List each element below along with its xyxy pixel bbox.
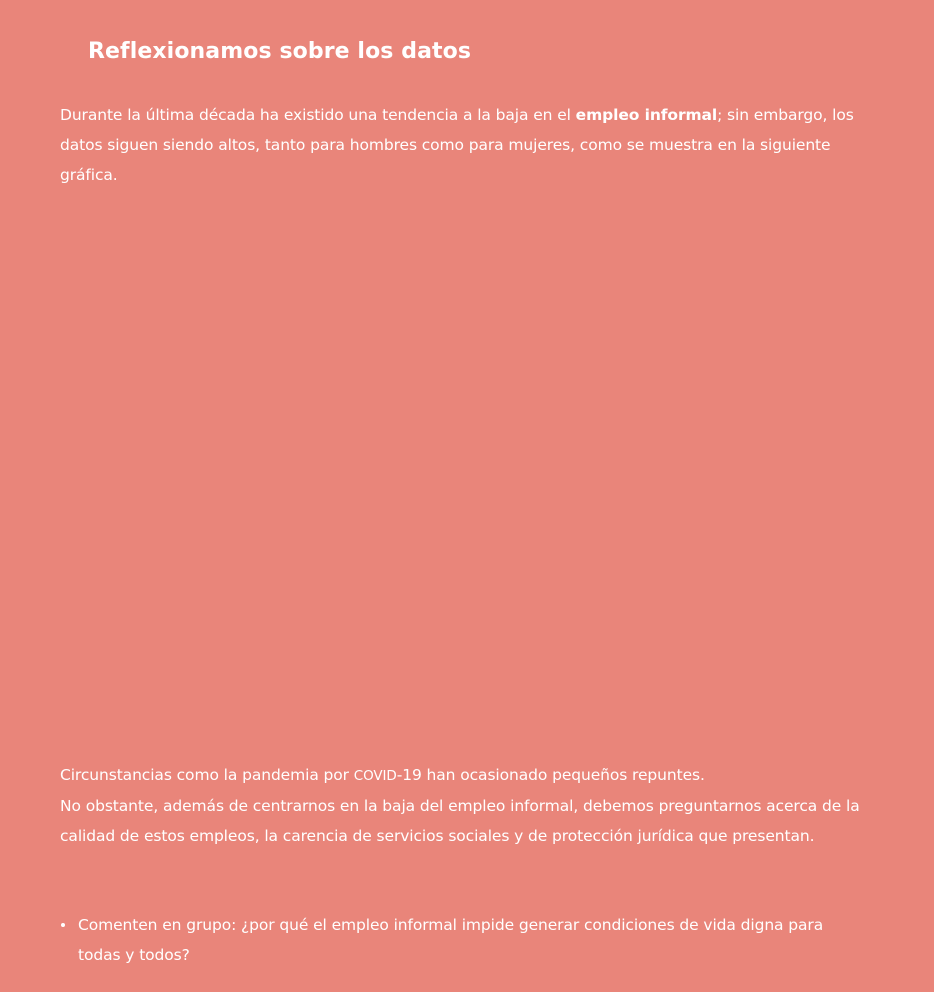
intro-bold-term: empleo informal [575, 106, 718, 124]
bullet-icon [61, 923, 65, 927]
chart-area-empty [60, 205, 874, 745]
covid-abbr: COVID [353, 768, 397, 784]
section-title: Reflexionamos sobre los datos [88, 39, 472, 64]
context-line1-end: -19 han ocasionado pequeños repuntes. [396, 766, 705, 784]
intro-text-start: Durante la última década ha existido una tendencia a la baja en el [60, 106, 576, 124]
intro-text-end: ; sin embargo, los datos siguen siendo altos, tanto para hombres como para mujeres, como se muestra en la siguiente gráfica. [60, 106, 854, 184]
context-rest: No obstante, además de centrarnos en la baja del empleo informal, debemos preguntarnos acerca de la calidad de estos empleos, la carencia de servicios sociales y de protección jurídica que presentan. [60, 797, 860, 845]
discussion-list [60, 910, 860, 970]
intro-paragraph [60, 100, 880, 190]
discussion-item [60, 910, 860, 970]
context-line1-start: Circunstancias como la pandemia por [60, 766, 354, 784]
context-paragraph [60, 760, 880, 851]
discussion-item-text: Comenten en grupo: ¿por qué el empleo informal impide generar condiciones de vida digna para todas y todos? [78, 916, 824, 964]
